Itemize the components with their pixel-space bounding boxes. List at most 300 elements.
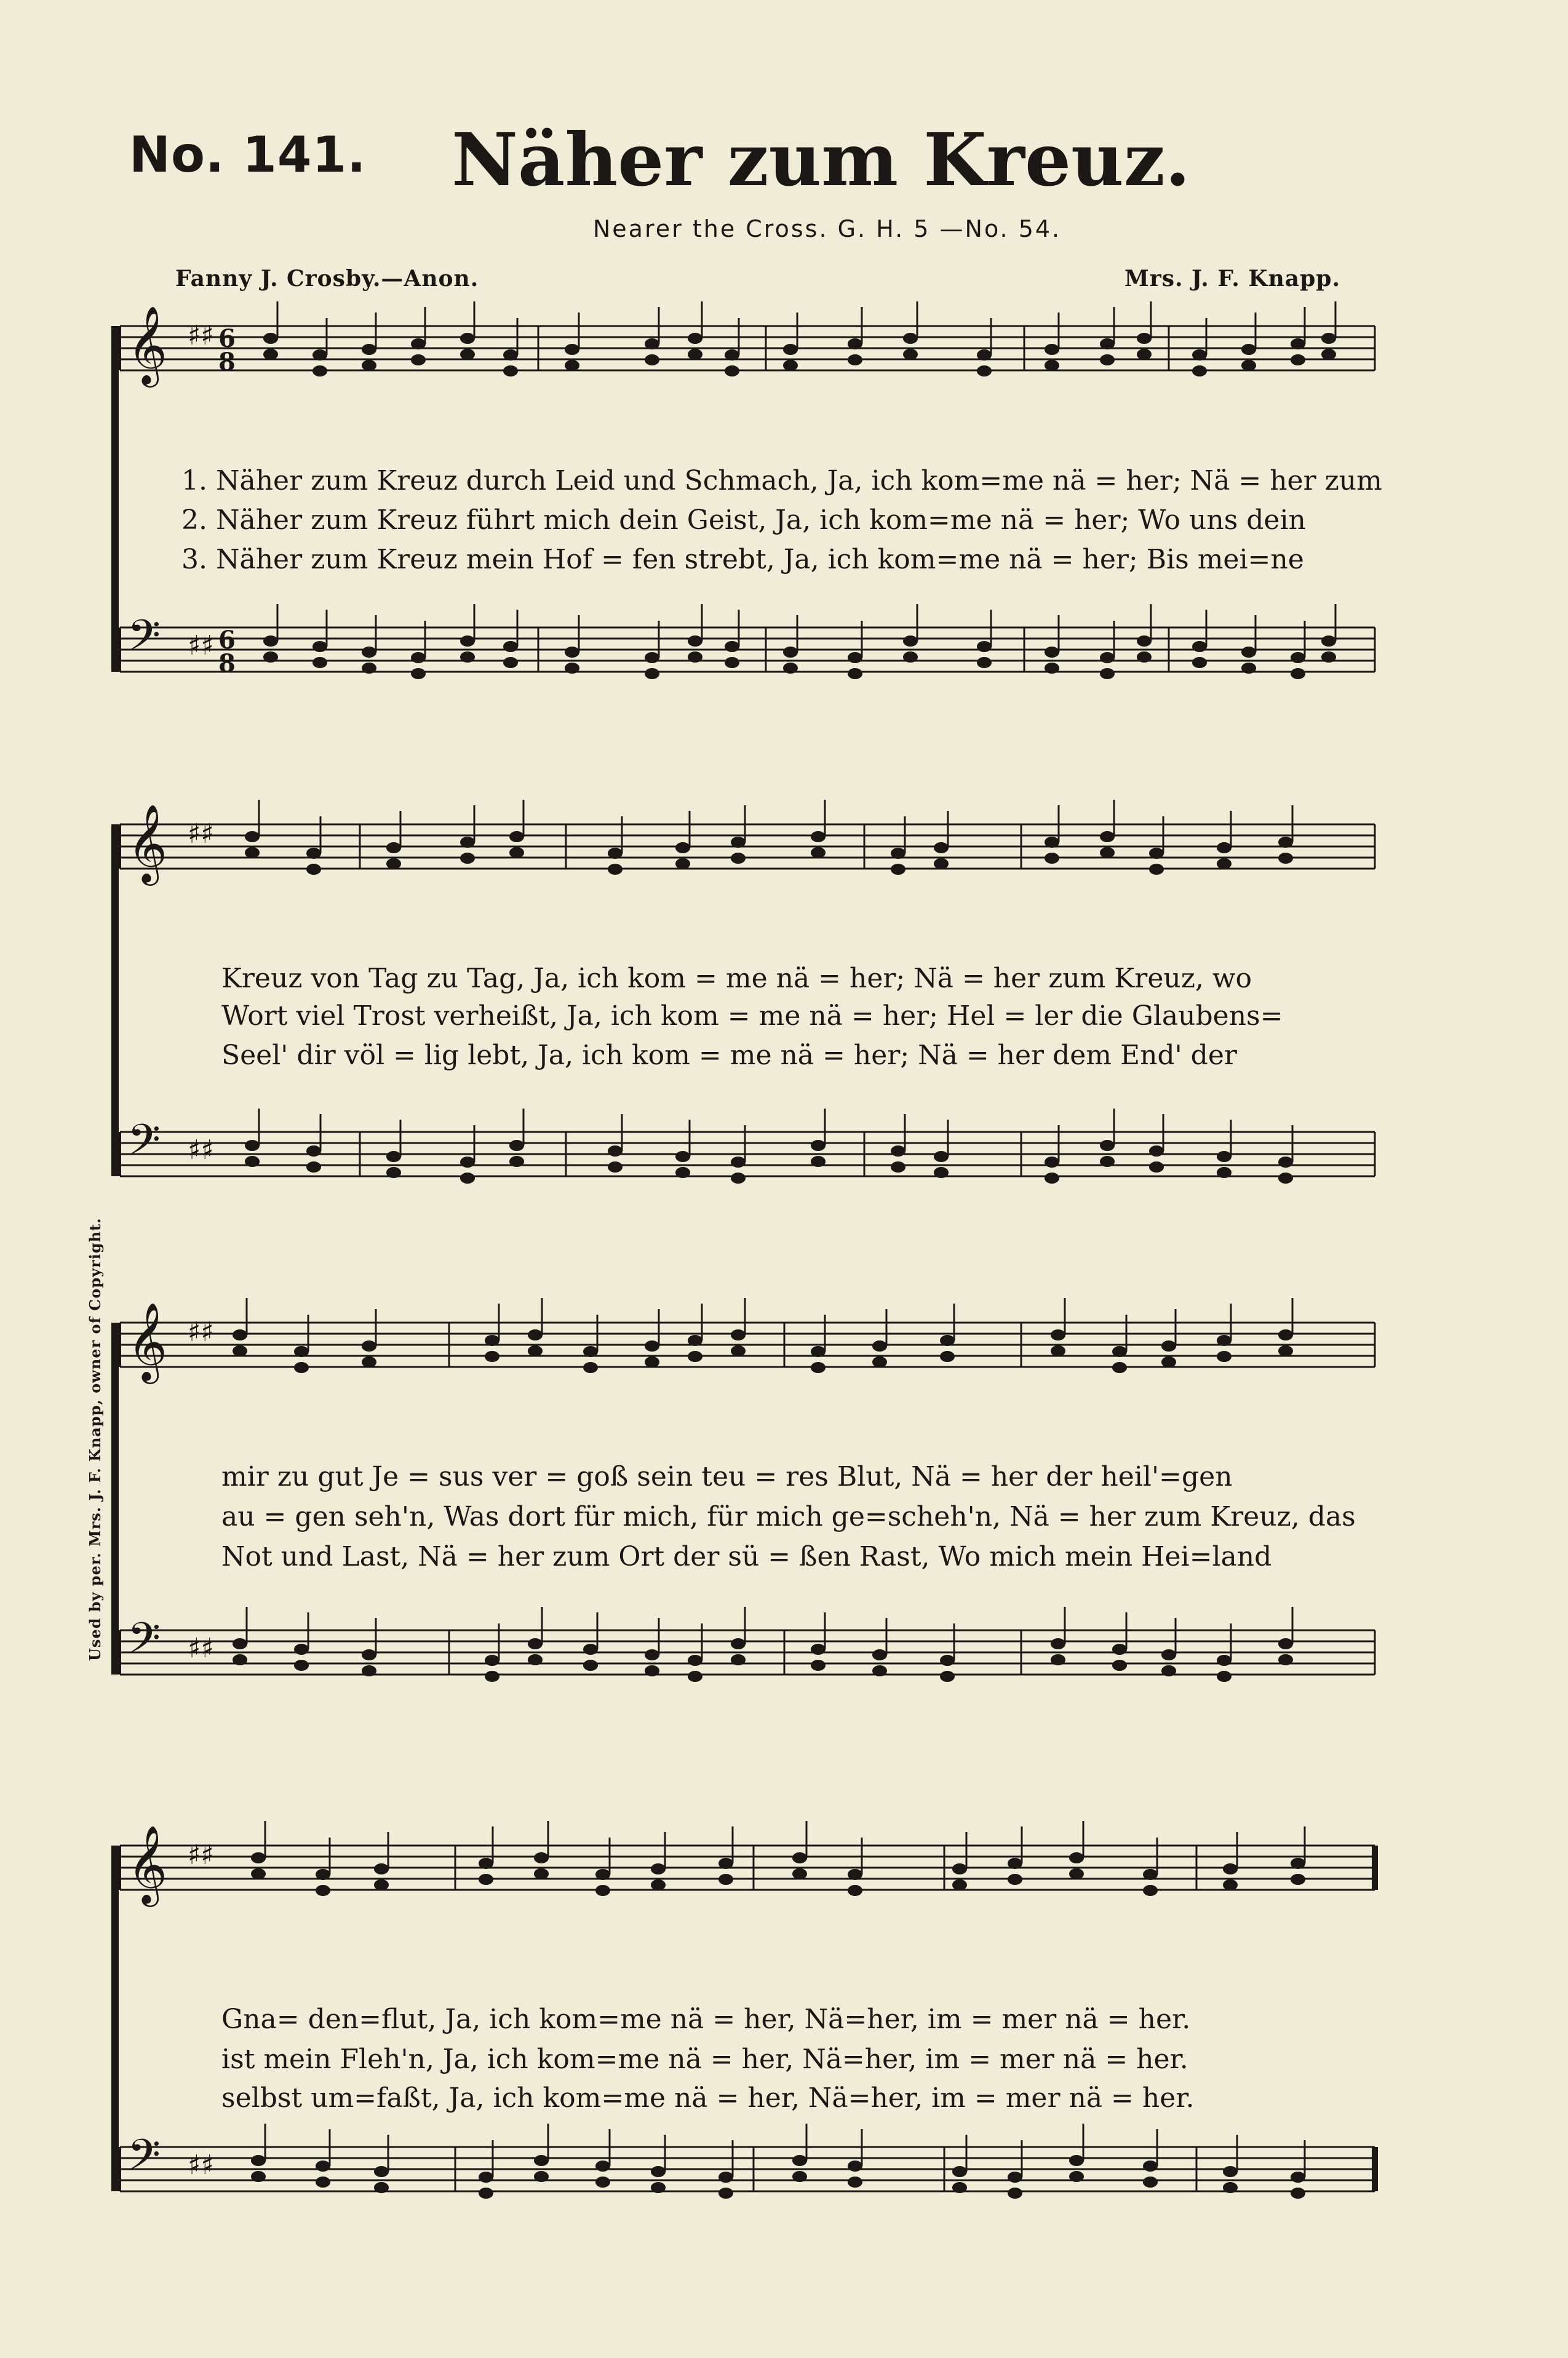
- note-head: [1321, 651, 1336, 663]
- note-head: [608, 1145, 623, 1157]
- note-head: [872, 1356, 887, 1368]
- note-head: [688, 1671, 702, 1682]
- note-head: [263, 333, 278, 344]
- bass-clef: 𝄢: [127, 1613, 161, 1673]
- note-head: [645, 354, 659, 365]
- lyric-line: Not und Last, Nä = her zum Ort der sü = ßen Rast, Wo mich mein Hei=land: [221, 1541, 1272, 1572]
- note-head: [528, 1654, 543, 1665]
- note-head: [848, 2177, 862, 2188]
- note-head: [316, 2161, 330, 2172]
- note-head: [848, 338, 862, 349]
- note-head: [583, 1644, 598, 1655]
- note-head: [1241, 663, 1256, 674]
- note-head: [1291, 652, 1305, 663]
- note-head: [1051, 1638, 1065, 1649]
- note-head: [934, 1167, 949, 1178]
- note-head: [1100, 652, 1115, 663]
- note-head: [595, 1869, 610, 1880]
- note-head: [731, 837, 746, 848]
- note-head: [645, 652, 659, 663]
- note-head: [306, 1161, 321, 1173]
- note-head: [460, 1173, 475, 1184]
- note-head: [940, 1335, 955, 1346]
- note-head: [1112, 1346, 1127, 1357]
- note-head: [718, 2188, 733, 2199]
- lyric-line: 2. Näher zum Kreuz führt mich dein Geist, Ja, ich kom=me nä = her; Wo uns dein: [181, 504, 1306, 536]
- note-head: [1291, 668, 1305, 679]
- note-head: [952, 1863, 967, 1874]
- note-head: [934, 858, 949, 869]
- note-head: [940, 1671, 955, 1682]
- note-head: [411, 668, 426, 679]
- note-head: [565, 663, 579, 674]
- note-head: [1161, 1665, 1176, 1676]
- note-head: [1008, 1858, 1022, 1869]
- note-head: [1223, 1863, 1238, 1874]
- note-head: [485, 1655, 499, 1666]
- time-signature-numerator: 6: [218, 626, 236, 655]
- bass-clef: 𝄢: [127, 610, 161, 671]
- note-head: [952, 1879, 967, 1890]
- note-head: [608, 864, 623, 875]
- note-head: [460, 651, 475, 663]
- note-head: [903, 635, 918, 647]
- note-head: [608, 848, 623, 859]
- note-head: [1321, 349, 1336, 360]
- note-head: [1278, 1173, 1293, 1184]
- note-head: [1100, 1156, 1115, 1167]
- key-signature: ♯♯: [188, 1839, 214, 1871]
- note-head: [1321, 635, 1336, 647]
- note-head: [934, 842, 949, 853]
- note-head: [792, 2171, 807, 2182]
- lyric-line: Seel' dir völ = lig lebt, Ja, ich kom = me nä = her; Nä = her dem End' der: [221, 1040, 1237, 1071]
- note-head: [891, 864, 905, 875]
- note-head: [725, 365, 739, 376]
- note-head: [977, 657, 992, 668]
- note-head: [651, 2182, 666, 2193]
- note-head: [233, 1329, 247, 1340]
- hymn-subtitle: Nearer the Cross. G. H. 5 —No. 54.: [592, 215, 1062, 242]
- note-head: [460, 1157, 475, 1168]
- note-head: [460, 853, 475, 864]
- note-head: [725, 657, 739, 668]
- note-head: [1100, 668, 1115, 679]
- note-head: [1045, 360, 1059, 371]
- note-head: [977, 365, 992, 376]
- note-head: [688, 1351, 702, 1362]
- note-head: [675, 1167, 690, 1178]
- note-head: [595, 1885, 610, 1896]
- time-signature-denominator: 8: [218, 649, 236, 678]
- note-head: [1069, 2171, 1084, 2182]
- note-head: [1137, 349, 1152, 360]
- time-signature-denominator: 8: [218, 348, 236, 376]
- note-head: [1112, 1644, 1127, 1655]
- note-head: [386, 1151, 401, 1162]
- note-head: [1008, 2172, 1022, 2183]
- note-head: [1241, 344, 1256, 355]
- note-head: [1192, 365, 1207, 376]
- note-head: [1045, 344, 1059, 355]
- note-head: [565, 647, 579, 658]
- note-head: [294, 1644, 309, 1655]
- note-head: [386, 1167, 401, 1178]
- hymn-number: No. 141.: [129, 126, 367, 183]
- lyric-line: Kreuz von Tag zu Tag, Ja, ich kom = me nä = her; Nä = her zum Kreuz, wo: [221, 963, 1252, 994]
- note-head: [245, 847, 260, 858]
- note-head: [1278, 1157, 1293, 1168]
- note-head: [1291, 1874, 1305, 1885]
- note-head: [460, 635, 475, 647]
- note-head: [479, 2172, 493, 2183]
- note-head: [386, 858, 401, 869]
- note-head: [374, 2182, 389, 2193]
- note-head: [294, 1660, 309, 1671]
- note-head: [485, 1335, 499, 1346]
- note-head: [1045, 1157, 1059, 1168]
- note-head: [503, 365, 518, 376]
- note-head: [233, 1638, 247, 1649]
- lyric-line: 1. Näher zum Kreuz durch Leid und Schmach, Ja, ich kom=me nä = her; Nä = her zum: [181, 465, 1382, 496]
- note-head: [312, 349, 327, 360]
- note-head: [1051, 1654, 1065, 1665]
- note-head: [645, 668, 659, 679]
- note-head: [792, 1852, 807, 1863]
- note-head: [872, 1665, 887, 1676]
- lyric-line: 3. Näher zum Kreuz mein Hof = fen strebt, Ja, ich kom=me nä = her; Bis mei=ne: [181, 544, 1304, 575]
- copyright-note: Used by per. Mrs. J. F. Knapp, owner of Copyright.: [86, 1217, 104, 1661]
- note-head: [1217, 1335, 1232, 1346]
- treble-clef: 𝄞: [127, 305, 168, 384]
- note-head: [306, 848, 321, 859]
- composer-credit: Mrs. J. F. Knapp.: [1124, 266, 1340, 292]
- note-head: [1223, 2182, 1238, 2193]
- note-head: [1045, 853, 1059, 864]
- note-head: [1112, 1660, 1127, 1671]
- note-head: [251, 2155, 266, 2166]
- lyric-line: selbst um=faßt, Ja, ich kom=me nä = her, Nä=her, im = mer nä = her.: [221, 2082, 1195, 2114]
- note-head: [1112, 1362, 1127, 1373]
- note-head: [645, 1340, 659, 1352]
- note-head: [1051, 1329, 1065, 1340]
- note-head: [595, 2177, 610, 2188]
- note-head: [503, 349, 518, 360]
- note-head: [1217, 1167, 1232, 1178]
- note-head: [1137, 651, 1152, 663]
- note-head: [1100, 338, 1115, 349]
- note-head: [306, 1145, 321, 1157]
- note-head: [1008, 1874, 1022, 1885]
- note-head: [952, 2166, 967, 2177]
- note-head: [1278, 1329, 1293, 1340]
- key-signature: ♯♯: [188, 1633, 214, 1664]
- note-head: [952, 2182, 967, 2193]
- note-head: [362, 647, 376, 658]
- note-head: [1278, 837, 1293, 848]
- note-head: [1192, 641, 1207, 652]
- note-head: [509, 1156, 524, 1167]
- note-head: [316, 2177, 330, 2188]
- note-head: [651, 1879, 666, 1890]
- treble-clef: 𝄞: [127, 1825, 168, 1903]
- note-head: [460, 349, 475, 360]
- note-head: [811, 1362, 826, 1373]
- note-head: [509, 847, 524, 858]
- note-head: [1045, 1173, 1059, 1184]
- note-head: [306, 864, 321, 875]
- note-head: [651, 2166, 666, 2177]
- note-head: [374, 1863, 389, 1874]
- note-head: [688, 349, 702, 360]
- note-head: [245, 1156, 260, 1167]
- note-head: [1045, 647, 1059, 658]
- note-head: [316, 1885, 330, 1896]
- note-head: [903, 333, 918, 344]
- note-head: [645, 1649, 659, 1660]
- note-head: [583, 1660, 598, 1671]
- note-head: [316, 1869, 330, 1880]
- note-head: [731, 1173, 746, 1184]
- lyric-line: ist mein Fleh'n, Ja, ich kom=me nä = her, Nä=her, im = mer nä = her.: [221, 2044, 1188, 2075]
- note-head: [263, 651, 278, 663]
- note-head: [718, 1874, 733, 1885]
- note-head: [1241, 647, 1256, 658]
- note-head: [731, 853, 746, 864]
- note-head: [312, 641, 327, 652]
- hymn-title: Näher zum Kreuz.: [452, 117, 1190, 202]
- key-signature: ♯♯: [188, 818, 214, 850]
- note-head: [783, 344, 798, 355]
- note-head: [479, 1858, 493, 1869]
- note-head: [645, 338, 659, 349]
- note-head: [1143, 2177, 1158, 2188]
- note-head: [731, 1638, 746, 1649]
- note-head: [792, 2155, 807, 2166]
- note-head: [1149, 1161, 1164, 1173]
- note-head: [977, 349, 992, 360]
- note-head: [263, 635, 278, 647]
- note-head: [940, 1655, 955, 1666]
- note-head: [1217, 858, 1232, 869]
- note-head: [688, 651, 702, 663]
- note-head: [1223, 1879, 1238, 1890]
- note-head: [1223, 2166, 1238, 2177]
- note-head: [891, 848, 905, 859]
- note-head: [503, 657, 518, 668]
- note-head: [675, 858, 690, 869]
- note-head: [362, 1665, 376, 1676]
- note-head: [460, 837, 475, 848]
- note-head: [1100, 1140, 1115, 1151]
- note-head: [688, 635, 702, 647]
- note-head: [872, 1649, 887, 1660]
- note-head: [872, 1340, 887, 1352]
- note-head: [534, 1868, 549, 1879]
- note-head: [485, 1351, 499, 1362]
- note-head: [595, 2161, 610, 2172]
- note-head: [940, 1351, 955, 1362]
- note-head: [362, 360, 376, 371]
- note-head: [509, 1140, 524, 1151]
- note-head: [675, 842, 690, 853]
- note-head: [374, 1879, 389, 1890]
- note-head: [1143, 1869, 1158, 1880]
- note-head: [251, 1852, 266, 1863]
- note-head: [688, 1655, 702, 1666]
- note-head: [1149, 848, 1164, 859]
- note-head: [1149, 864, 1164, 875]
- note-head: [848, 2161, 862, 2172]
- lyric-line: Gna= den=flut, Ja, ich kom=me nä = her, Nä=her, im = mer nä = her.: [221, 2004, 1191, 2035]
- note-head: [479, 1874, 493, 1885]
- key-signature: ♯♯: [188, 2149, 214, 2181]
- note-head: [1321, 333, 1336, 344]
- note-head: [534, 2155, 549, 2166]
- note-head: [1161, 1649, 1176, 1660]
- note-head: [528, 1329, 543, 1340]
- note-head: [731, 1157, 746, 1168]
- note-head: [731, 1329, 746, 1340]
- note-head: [731, 1654, 746, 1665]
- note-head: [294, 1346, 309, 1357]
- note-head: [811, 1660, 826, 1671]
- note-head: [1143, 2161, 1158, 2172]
- note-head: [675, 1151, 690, 1162]
- note-head: [1278, 853, 1293, 864]
- note-head: [811, 847, 826, 858]
- note-head: [1045, 663, 1059, 674]
- key-signature: ♯♯: [188, 630, 214, 661]
- note-head: [811, 1644, 826, 1655]
- note-head: [1100, 831, 1115, 842]
- time-signature-numerator: 6: [218, 324, 236, 353]
- note-head: [608, 1161, 623, 1173]
- note-head: [811, 831, 826, 842]
- note-head: [1008, 2188, 1022, 2199]
- note-head: [848, 1869, 862, 1880]
- note-head: [386, 842, 401, 853]
- lyric-line: mir zu gut Je = sus ver = goß sein teu = res Blut, Nä = her der heil'=gen: [221, 1461, 1233, 1492]
- note-head: [528, 1638, 543, 1649]
- note-head: [718, 2172, 733, 2183]
- author-credit: Fanny J. Crosby.—Anon.: [175, 266, 479, 292]
- note-head: [1100, 354, 1115, 365]
- note-head: [1192, 657, 1207, 668]
- note-head: [362, 1356, 376, 1368]
- note-head: [1217, 1655, 1232, 1666]
- note-head: [725, 641, 739, 652]
- treble-clef: 𝄞: [127, 803, 168, 882]
- note-head: [312, 657, 327, 668]
- note-head: [1137, 333, 1152, 344]
- note-head: [1217, 1351, 1232, 1362]
- note-head: [251, 2171, 266, 2182]
- note-head: [503, 641, 518, 652]
- note-head: [848, 652, 862, 663]
- note-head: [565, 360, 579, 371]
- note-head: [903, 349, 918, 360]
- note-head: [903, 651, 918, 663]
- note-head: [1192, 349, 1207, 360]
- note-head: [1291, 2172, 1305, 2183]
- note-head: [1291, 338, 1305, 349]
- note-head: [1149, 1145, 1164, 1157]
- note-head: [731, 1345, 746, 1356]
- key-signature: ♯♯: [188, 1316, 214, 1348]
- note-head: [263, 349, 278, 360]
- note-head: [1291, 2188, 1305, 2199]
- note-head: [688, 333, 702, 344]
- note-head: [1217, 842, 1232, 853]
- note-head: [528, 1345, 543, 1356]
- note-head: [811, 1346, 826, 1357]
- note-head: [411, 354, 426, 365]
- note-head: [362, 663, 376, 674]
- note-head: [811, 1156, 826, 1167]
- note-head: [645, 1356, 659, 1368]
- bass-clef: 𝄢: [127, 2130, 161, 2190]
- note-head: [565, 344, 579, 355]
- note-head: [688, 1335, 702, 1346]
- note-head: [1069, 1852, 1084, 1863]
- note-head: [977, 641, 992, 652]
- note-head: [362, 344, 376, 355]
- note-head: [374, 2166, 389, 2177]
- note-head: [362, 1649, 376, 1660]
- note-head: [509, 831, 524, 842]
- note-head: [251, 1868, 266, 1879]
- note-head: [479, 2188, 493, 2199]
- treble-clef: 𝄞: [127, 1302, 168, 1380]
- note-head: [783, 663, 798, 674]
- note-head: [1291, 1858, 1305, 1869]
- note-head: [848, 1885, 862, 1896]
- note-head: [485, 1671, 499, 1682]
- note-head: [1051, 1345, 1065, 1356]
- bass-clef: 𝄢: [127, 1115, 161, 1175]
- note-head: [534, 2171, 549, 2182]
- note-head: [1045, 837, 1059, 848]
- note-head: [792, 1868, 807, 1879]
- note-head: [583, 1362, 598, 1373]
- note-head: [848, 354, 862, 365]
- key-signature: ♯♯: [188, 1134, 214, 1166]
- note-head: [411, 338, 426, 349]
- note-head: [245, 831, 260, 842]
- note-head: [1291, 354, 1305, 365]
- note-head: [651, 1863, 666, 1874]
- note-head: [1161, 1340, 1176, 1352]
- note-head: [1143, 1885, 1158, 1896]
- note-head: [362, 1340, 376, 1352]
- note-head: [233, 1345, 247, 1356]
- note-head: [1217, 1671, 1232, 1682]
- note-head: [534, 1852, 549, 1863]
- note-head: [1278, 1654, 1293, 1665]
- note-head: [891, 1161, 905, 1173]
- note-head: [848, 668, 862, 679]
- note-head: [1069, 1868, 1084, 1879]
- note-head: [783, 360, 798, 371]
- note-head: [934, 1151, 949, 1162]
- note-head: [1137, 635, 1152, 647]
- note-head: [1278, 1638, 1293, 1649]
- note-head: [1069, 2155, 1084, 2166]
- note-head: [411, 652, 426, 663]
- note-head: [725, 349, 739, 360]
- note-head: [783, 647, 798, 658]
